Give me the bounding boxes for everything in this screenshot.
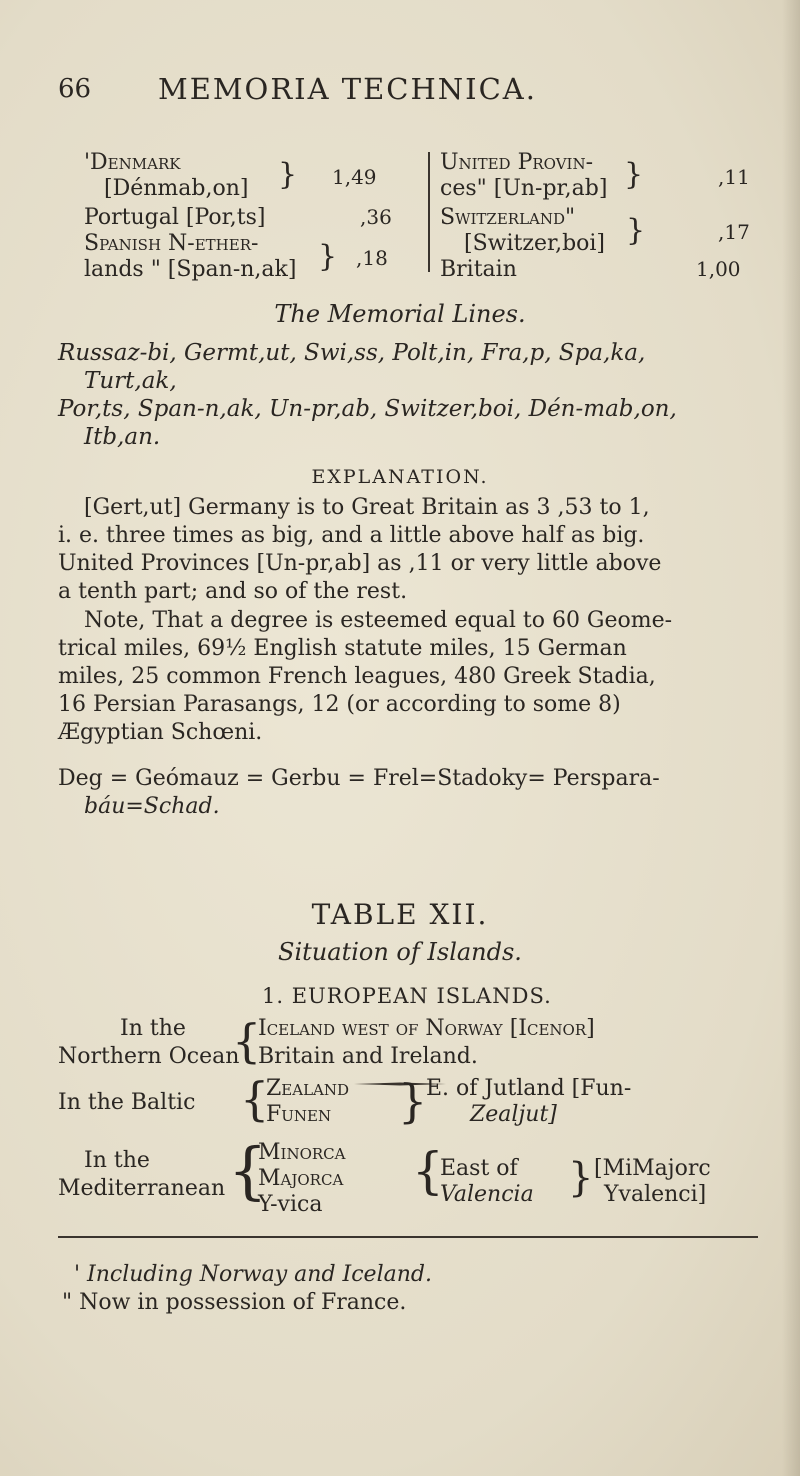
explanation-line: trical miles, 69½ English statute miles, 15 German	[58, 636, 627, 661]
united-provinces-key: ces" [Un-pr,ab]	[440, 176, 608, 201]
explanation-line: i. e. three times as big, and a little above half as big.	[58, 523, 645, 548]
explanation-line: miles, 25 common French leagues, 480 Greek Stadia,	[58, 664, 656, 689]
table-subheading: Situation of Islands.	[278, 938, 522, 966]
mediterranean-item-1: Minorca	[258, 1140, 346, 1165]
denmark-key: [Dénmab,on]	[104, 176, 249, 201]
explanation-line: Note, That a degree is esteemed equal to 60 Geome-	[84, 608, 673, 633]
mediterranean-item-3: Y-vica	[258, 1192, 323, 1217]
page-number: 66	[58, 74, 92, 104]
switzerland-key: [Switzer,boi]	[464, 231, 606, 256]
denmark-label: 'Denmark	[84, 150, 181, 175]
explanation-line: 16 Persian Parasangs, 12 (or according to some 8)	[58, 692, 621, 717]
mediterranean-label-2: Mediterranean	[58, 1176, 226, 1201]
memorial-line-1: Russaz-bi, Germt,ut, Swi,ss, Polt,in, Fra,p, Spa,ka,	[58, 340, 646, 366]
switzerland-value: ,17	[718, 220, 750, 244]
northern-item-2: Britain and Ireland.	[258, 1044, 478, 1069]
baltic-location-1: E. of Jutland [Fun-	[426, 1076, 632, 1101]
explanation-line: Ægyptian Schœni.	[58, 720, 263, 745]
britain-value: 1,00	[696, 257, 741, 281]
baltic-label: In the Baltic	[58, 1090, 196, 1115]
memorial-line-3: Por,ts, Span-n,ak, Un-pr,ab, Switzer,boi, Dén-mab,on,	[58, 396, 677, 422]
footnote-1: ' Including Norway and Iceland.	[74, 1262, 432, 1287]
denmark-value: 1,49	[332, 165, 377, 189]
northern-label-1: In the	[120, 1016, 186, 1041]
explanation-heading: EXPLANATION.	[311, 466, 489, 488]
table-heading: TABLE XII.	[311, 898, 489, 931]
spanish-label: Spanish N-ether-	[84, 231, 259, 256]
page-edge-shadow	[782, 0, 800, 1476]
mediterranean-key-2: Yvalenci]	[604, 1182, 707, 1207]
baltic-location-2: Zealjut]	[470, 1102, 557, 1127]
explanation-line: a tenth part; and so of the rest.	[58, 579, 408, 604]
mediterranean-brace: {	[228, 1134, 268, 1207]
section-heading: 1. EUROPEAN ISLANDS.	[262, 984, 552, 1008]
spanish-brace: }	[318, 239, 338, 274]
northern-label-2: Northern Ocean	[58, 1044, 240, 1069]
britain-label: Britain	[440, 257, 517, 282]
mediterranean-item-2: Majorca	[258, 1166, 344, 1191]
baltic-brace-2: }	[398, 1074, 428, 1128]
denmark-brace: }	[278, 157, 298, 192]
switzerland-brace: }	[626, 213, 646, 248]
footnote-rule	[58, 1236, 758, 1238]
mediterranean-brace-3: }	[568, 1155, 594, 1201]
portugal-label: Portugal [Por,ts]	[84, 205, 266, 230]
memorial-heading: The Memorial Lines.	[274, 300, 526, 328]
united-brace: }	[624, 157, 644, 192]
united-provinces-value: ,11	[718, 165, 750, 189]
switzerland-label: Switzerland"	[440, 205, 576, 230]
mediterranean-key-1: [MiMajorc	[594, 1156, 711, 1181]
mediterranean-location-1: East of	[440, 1156, 518, 1181]
northern-item-1: Iceland west of Norway [Icenor]	[258, 1016, 595, 1041]
memorial-line-2: Turt,ak,	[84, 368, 177, 394]
spanish-key: lands " [Span-n,ak]	[84, 257, 297, 282]
baltic-item-1: Zealand	[266, 1076, 350, 1101]
explanation-line: Deg = Geómauz = Gerbu = Frel=Stadoky= Perspara-	[58, 766, 660, 791]
united-provinces-label: United Provin-	[440, 150, 594, 175]
mediterranean-brace-2: {	[412, 1142, 444, 1200]
memorial-line-4: Itb,an.	[84, 424, 161, 450]
explanation-line: báu=Schad.	[84, 794, 220, 819]
explanation-line: United Provinces [Un-pr,ab] as ,11 or very little above	[58, 551, 662, 576]
spanish-value: ,18	[356, 246, 388, 270]
baltic-brace: {	[240, 1072, 270, 1126]
baltic-item-2: Funen	[266, 1102, 332, 1127]
mediterranean-location-2: Valencia	[440, 1182, 534, 1207]
mediterranean-label-1: In the	[84, 1148, 150, 1173]
northern-brace: {	[232, 1014, 262, 1068]
running-title: MEMORIA TECHNICA.	[158, 72, 537, 106]
footnote-2: " Now in possession of France.	[62, 1290, 407, 1315]
column-divider	[428, 152, 430, 272]
explanation-line: [Gert,ut] Germany is to Great Britain as 3 ,53 to 1,	[84, 495, 650, 520]
portugal-value: ,36	[360, 205, 392, 229]
